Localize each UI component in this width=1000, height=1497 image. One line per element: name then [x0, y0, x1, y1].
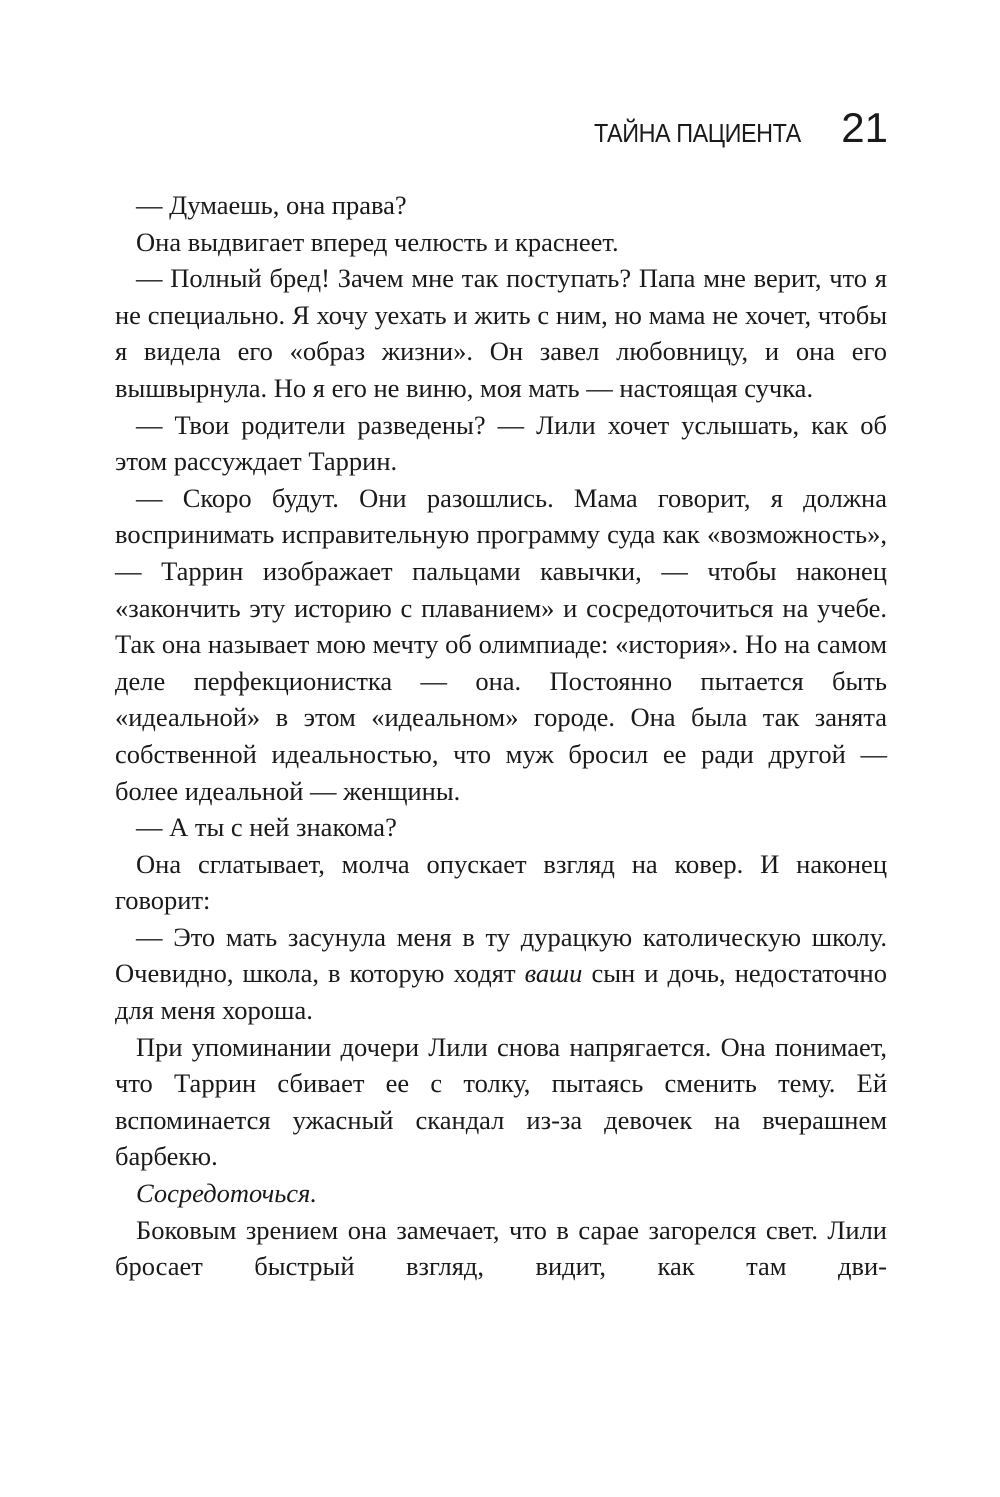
italic-thought-text: Сосредоточься. — [136, 1178, 317, 1209]
paragraph: — Твои родители разведены? — Лили хочет услышать, как об этом рассуждает Таррин. — [115, 409, 887, 477]
paragraph: Она сглатывает, молча опускает взгляд на ковер. И наконец говорит: — [115, 848, 887, 916]
page-number: 21 — [841, 104, 888, 151]
paragraph: Она выдвигает вперед челюсть и краснеет. — [136, 226, 619, 257]
paragraph: При упоминании дочери Лили снова напрягается. Она понимает, что Таррин сбивает ее с толку, пытаясь сменить тему. Ей вспоминается ужасный скандал из-за девочек на вчерашнем барбекю. — [115, 1031, 887, 1172]
paragraph: Боковым зрением она замечает, что в сарае загорелся свет. Лили бросает быстрый взгляд, видит, как там дви- — [115, 1214, 887, 1282]
paragraph: — Полный бред! Зачем мне так поступать? Папа мне верит, что я не специально. Я хочу уехать и жить с ним, но мама не хочет, чтобы я видела его «образ жизни». Он завел любовницу, и она его вышвырнула. Но я его не виню, моя мать — настоящая сучка. — [115, 263, 887, 403]
emphasized-word: ваши — [524, 958, 583, 989]
paragraph-with-emphasis — [115, 919, 887, 1029]
running-title: ТАЙНА ПАЦИЕНТА — [594, 118, 802, 148]
italic-thought — [115, 1175, 887, 1212]
paragraph: — Скоро будут. Они разошлись. Мама говорит, я должна воспринимать исправительную программу суда как «возможность», — Таррин изображает пальцами кавычки, — чтобы наконец «закончить эту историю с плаванием» и сосредоточиться на учебе. Так она называет мою мечту об олимпиаде: «история». Но на самом деле перфекционистка — она. Постоянно пытается быть «идеальной» в этом «идеальном» городе. Она была так занята собственной идеальностью, что муж бросил ее ради другой — более идеальной — женщины. — [115, 482, 887, 806]
paragraph-text: — Это мать засунула меня в ту дурацкую католическую школу. Очевидно, школа, в которую ходят — [115, 921, 887, 989]
paragraph-text: сын и дочь, недостаточно для меня хороша. — [115, 958, 887, 1026]
running-head — [571, 104, 888, 152]
paragraph: — Думаешь, она права? — [136, 190, 407, 220]
body-text — [115, 187, 887, 1285]
paragraph: — А ты с ней знакома? — [136, 812, 397, 843]
